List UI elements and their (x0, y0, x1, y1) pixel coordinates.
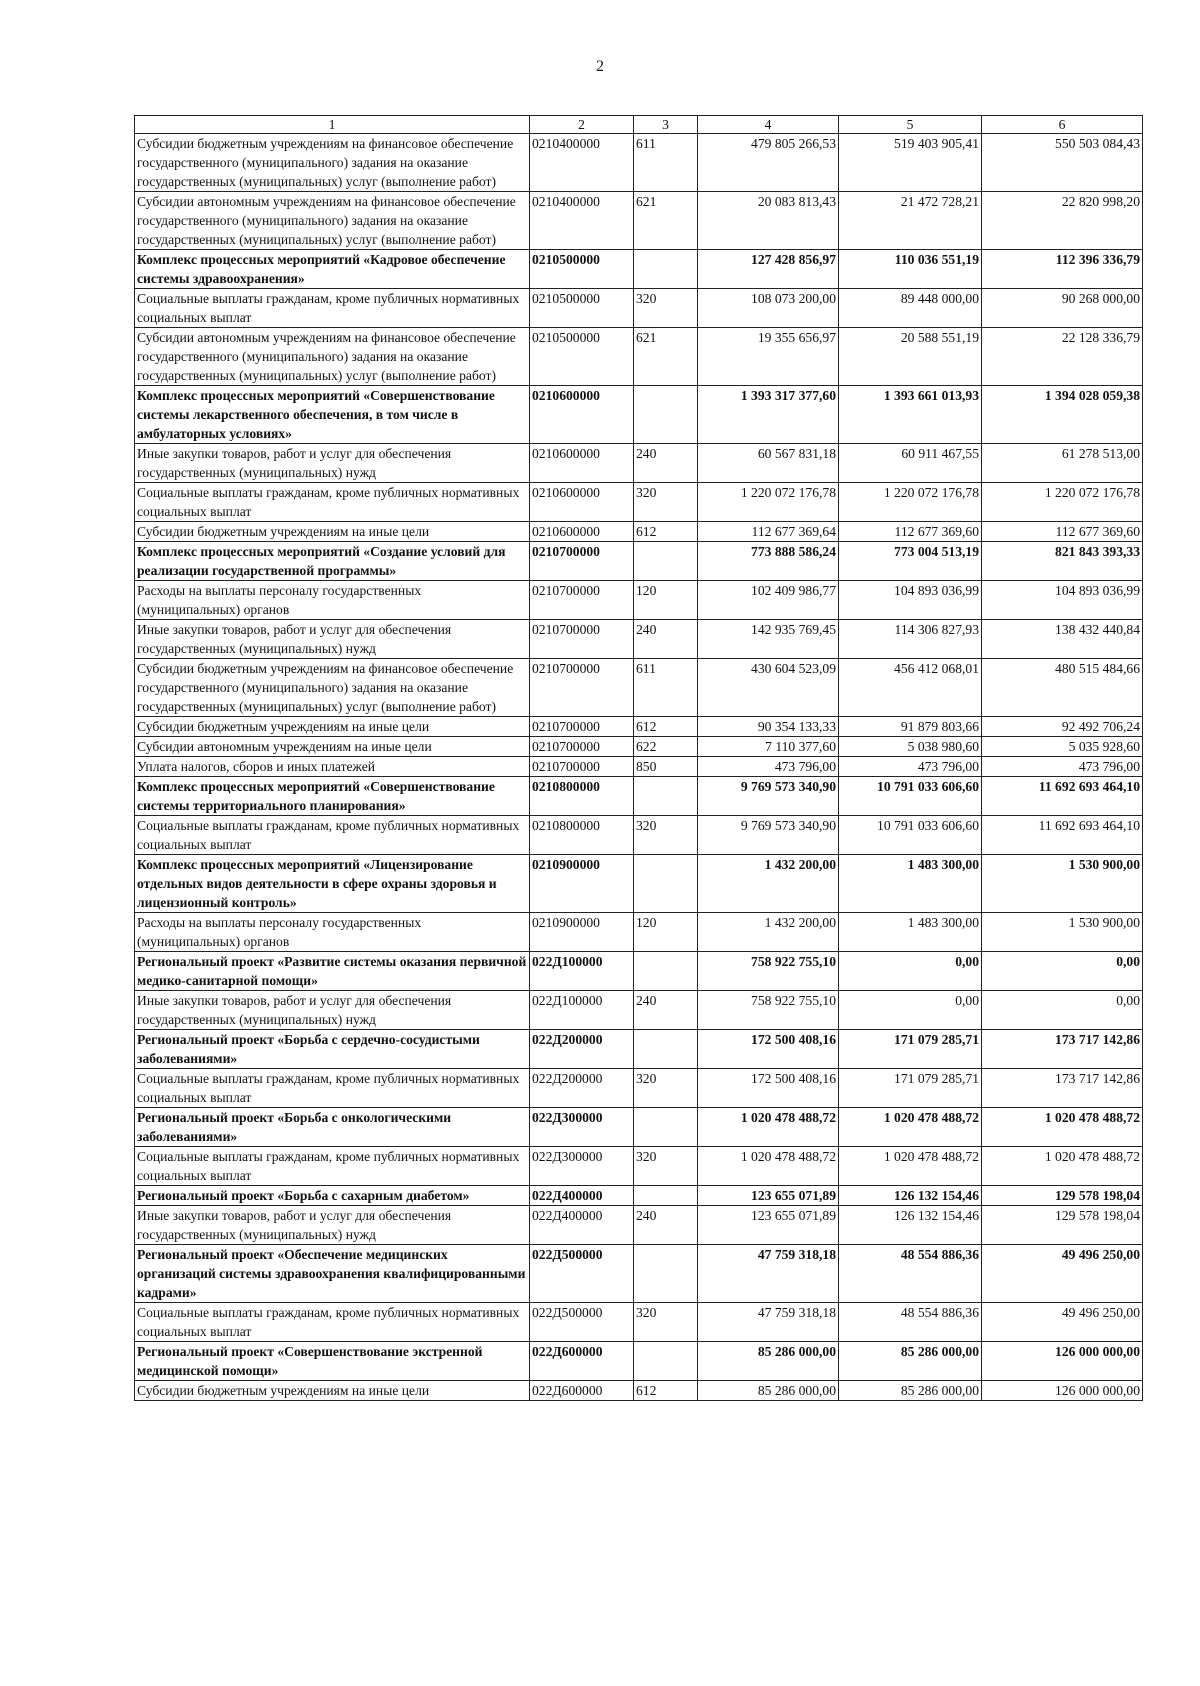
amount-year2-cell: 85 286 000,00 (839, 1342, 982, 1381)
amount-year2-cell: 1 483 300,00 (839, 855, 982, 913)
amount-year2-cell: 112 677 369,60 (839, 522, 982, 542)
amount-year3-cell: 22 820 998,20 (982, 192, 1143, 250)
amount-year2-cell: 1 483 300,00 (839, 913, 982, 952)
expense-type-cell (634, 1245, 698, 1303)
table-row (135, 192, 1143, 250)
amount-year3-cell: 90 268 000,00 (982, 289, 1143, 328)
expense-type-cell (634, 855, 698, 913)
amount-year3-cell: 473 796,00 (982, 757, 1143, 777)
amount-year3-cell: 112 396 336,79 (982, 250, 1143, 289)
amount-year1-cell: 1 393 317 377,60 (698, 386, 839, 444)
amount-year3-cell: 1 530 900,00 (982, 855, 1143, 913)
target-code-cell: 022Д100000 (530, 991, 634, 1030)
table-row (135, 620, 1143, 659)
amount-year3-cell: 129 578 198,04 (982, 1206, 1143, 1245)
expense-name-cell: Социальные выплаты гражданам, кроме публичных нормативных социальных выплат (135, 1069, 530, 1108)
amount-year2-cell: 48 554 886,36 (839, 1245, 982, 1303)
table-row (135, 1147, 1143, 1186)
expense-name-cell: Иные закупки товаров, работ и услуг для обеспечения государственных (муниципальных) нужд (135, 1206, 530, 1245)
amount-year3-cell: 112 677 369,60 (982, 522, 1143, 542)
table-row (135, 855, 1143, 913)
amount-year1-cell: 758 922 755,10 (698, 991, 839, 1030)
expense-name-cell: Региональный проект «Борьба с онкологическими заболеваниями» (135, 1108, 530, 1147)
amount-year1-cell: 112 677 369,64 (698, 522, 839, 542)
expense-name-cell: Региональный проект «Обеспечение медицинских организаций системы здравоохранения квалифицированными кадрами» (135, 1245, 530, 1303)
amount-year1-cell: 172 500 408,16 (698, 1030, 839, 1069)
amount-year1-cell: 90 354 133,33 (698, 717, 839, 737)
expense-type-cell: 612 (634, 717, 698, 737)
amount-year2-cell: 104 893 036,99 (839, 581, 982, 620)
target-code-cell: 0210400000 (530, 192, 634, 250)
budget-table (134, 115, 1143, 1401)
table-row (135, 289, 1143, 328)
target-code-cell: 0210800000 (530, 777, 634, 816)
expense-name-cell: Субсидии автономным учреждениям на иные цели (135, 737, 530, 757)
amount-year2-cell: 60 911 467,55 (839, 444, 982, 483)
page-number: 2 (596, 58, 604, 75)
expense-type-cell: 320 (634, 1147, 698, 1186)
expense-type-cell (634, 250, 698, 289)
expense-type-cell (634, 542, 698, 581)
expense-type-cell (634, 386, 698, 444)
amount-year2-cell: 0,00 (839, 991, 982, 1030)
target-code-cell: 022Д200000 (530, 1069, 634, 1108)
amount-year3-cell: 126 000 000,00 (982, 1381, 1143, 1401)
table-row (135, 1303, 1143, 1342)
expense-name-cell: Субсидии автономным учреждениям на финансовое обеспечение государственного (муниципального) задания на оказание государственных (муниципальных) услуг (выполнение работ) (135, 328, 530, 386)
amount-year3-cell: 550 503 084,43 (982, 134, 1143, 192)
expense-name-cell: Субсидии автономным учреждениям на финансовое обеспечение государственного (муниципального) задания на оказание государственных (муниципальных) услуг (выполнение работ) (135, 192, 530, 250)
amount-year3-cell: 129 578 198,04 (982, 1186, 1143, 1206)
table-row (135, 659, 1143, 717)
amount-year2-cell: 773 004 513,19 (839, 542, 982, 581)
amount-year1-cell: 47 759 318,18 (698, 1303, 839, 1342)
amount-year1-cell: 479 805 266,53 (698, 134, 839, 192)
expense-type-cell (634, 1030, 698, 1069)
table-row (135, 483, 1143, 522)
table-row (135, 816, 1143, 855)
target-code-cell: 0210700000 (530, 659, 634, 717)
table-header (135, 116, 1143, 134)
amount-year3-cell: 1 020 478 488,72 (982, 1147, 1143, 1186)
expense-type-cell: 240 (634, 620, 698, 659)
column-header: 2 (530, 116, 634, 134)
amount-year3-cell: 480 515 484,66 (982, 659, 1143, 717)
expense-name-cell: Социальные выплаты гражданам, кроме публичных нормативных социальных выплат (135, 1303, 530, 1342)
table-row (135, 952, 1143, 991)
amount-year2-cell: 21 472 728,21 (839, 192, 982, 250)
amount-year2-cell: 114 306 827,93 (839, 620, 982, 659)
expense-name-cell: Иные закупки товаров, работ и услуг для обеспечения государственных (муниципальных) нужд (135, 620, 530, 659)
expense-name-cell: Комплекс процессных мероприятий «Лицензирование отдельных видов деятельности в сфере охраны здоровья и лицензионный контроль» (135, 855, 530, 913)
expense-name-cell: Региональный проект «Развитие системы оказания первичной медико-санитарной помощи» (135, 952, 530, 991)
amount-year3-cell: 61 278 513,00 (982, 444, 1143, 483)
amount-year2-cell: 126 132 154,46 (839, 1186, 982, 1206)
amount-year3-cell: 0,00 (982, 952, 1143, 991)
expense-type-cell: 611 (634, 659, 698, 717)
amount-year2-cell: 473 796,00 (839, 757, 982, 777)
amount-year3-cell: 11 692 693 464,10 (982, 777, 1143, 816)
amount-year1-cell: 473 796,00 (698, 757, 839, 777)
amount-year1-cell: 108 073 200,00 (698, 289, 839, 328)
expense-type-cell (634, 952, 698, 991)
target-code-cell: 0210700000 (530, 542, 634, 581)
amount-year1-cell: 127 428 856,97 (698, 250, 839, 289)
target-code-cell: 0210400000 (530, 134, 634, 192)
amount-year2-cell: 10 791 033 606,60 (839, 777, 982, 816)
amount-year2-cell: 20 588 551,19 (839, 328, 982, 386)
table-row (135, 522, 1143, 542)
amount-year2-cell: 85 286 000,00 (839, 1381, 982, 1401)
amount-year3-cell: 138 432 440,84 (982, 620, 1143, 659)
target-code-cell: 022Д500000 (530, 1303, 634, 1342)
amount-year2-cell: 171 079 285,71 (839, 1069, 982, 1108)
expense-type-cell: 240 (634, 444, 698, 483)
amount-year3-cell: 126 000 000,00 (982, 1342, 1143, 1381)
table-row (135, 581, 1143, 620)
amount-year3-cell: 1 020 478 488,72 (982, 1108, 1143, 1147)
amount-year3-cell: 1 394 028 059,38 (982, 386, 1143, 444)
amount-year3-cell: 1 530 900,00 (982, 913, 1143, 952)
amount-year1-cell: 85 286 000,00 (698, 1342, 839, 1381)
amount-year3-cell: 49 496 250,00 (982, 1245, 1143, 1303)
table-row (135, 777, 1143, 816)
target-code-cell: 022Д200000 (530, 1030, 634, 1069)
expense-name-cell: Региональный проект «Борьба с сахарным диабетом» (135, 1186, 530, 1206)
column-header: 6 (982, 116, 1143, 134)
expense-type-cell: 850 (634, 757, 698, 777)
amount-year2-cell: 519 403 905,41 (839, 134, 982, 192)
target-code-cell: 022Д300000 (530, 1108, 634, 1147)
target-code-cell: 0210500000 (530, 289, 634, 328)
amount-year1-cell: 9 769 573 340,90 (698, 777, 839, 816)
table-row (135, 328, 1143, 386)
table-row (135, 737, 1143, 757)
expense-name-cell: Иные закупки товаров, работ и услуг для обеспечения государственных (муниципальных) нужд (135, 444, 530, 483)
expense-type-cell: 320 (634, 1069, 698, 1108)
amount-year3-cell: 821 843 393,33 (982, 542, 1143, 581)
amount-year1-cell: 758 922 755,10 (698, 952, 839, 991)
table-row (135, 1342, 1143, 1381)
amount-year2-cell: 0,00 (839, 952, 982, 991)
expense-name-cell: Комплекс процессных мероприятий «Совершенствование системы лекарственного обеспечения, в том числе в амбулаторных условиях» (135, 386, 530, 444)
expense-type-cell (634, 1186, 698, 1206)
expense-type-cell: 320 (634, 1303, 698, 1342)
amount-year3-cell: 173 717 142,86 (982, 1069, 1143, 1108)
target-code-cell: 022Д500000 (530, 1245, 634, 1303)
target-code-cell: 0210900000 (530, 913, 634, 952)
target-code-cell: 0210500000 (530, 250, 634, 289)
target-code-cell: 0210600000 (530, 483, 634, 522)
amount-year3-cell: 11 692 693 464,10 (982, 816, 1143, 855)
expense-name-cell: Комплекс процессных мероприятий «Кадровое обеспечение системы здравоохранения» (135, 250, 530, 289)
amount-year1-cell: 19 355 656,97 (698, 328, 839, 386)
amount-year1-cell: 102 409 986,77 (698, 581, 839, 620)
amount-year1-cell: 142 935 769,45 (698, 620, 839, 659)
amount-year3-cell: 173 717 142,86 (982, 1030, 1143, 1069)
table-row (135, 1381, 1143, 1401)
table-row (135, 1069, 1143, 1108)
table-row (135, 444, 1143, 483)
expense-type-cell: 320 (634, 816, 698, 855)
target-code-cell: 0210600000 (530, 386, 634, 444)
target-code-cell: 0210600000 (530, 444, 634, 483)
expense-name-cell: Комплекс процессных мероприятий «Создание условий для реализации государственной программы» (135, 542, 530, 581)
amount-year1-cell: 773 888 586,24 (698, 542, 839, 581)
amount-year3-cell: 49 496 250,00 (982, 1303, 1143, 1342)
amount-year2-cell: 1 220 072 176,78 (839, 483, 982, 522)
target-code-cell: 0210900000 (530, 855, 634, 913)
target-code-cell: 022Д100000 (530, 952, 634, 991)
table-row (135, 1245, 1143, 1303)
expense-name-cell: Субсидии бюджетным учреждениям на финансовое обеспечение государственного (муниципального) задания на оказание государственных (муниципальных) услуг (выполнение работ) (135, 659, 530, 717)
expense-name-cell: Региональный проект «Борьба с сердечно-сосудистыми заболеваниями» (135, 1030, 530, 1069)
amount-year1-cell: 9 769 573 340,90 (698, 816, 839, 855)
expense-name-cell: Социальные выплаты гражданам, кроме публичных нормативных социальных выплат (135, 289, 530, 328)
table-row (135, 542, 1143, 581)
target-code-cell: 022Д400000 (530, 1206, 634, 1245)
target-code-cell: 022Д600000 (530, 1381, 634, 1401)
amount-year1-cell: 7 110 377,60 (698, 737, 839, 757)
column-header: 1 (135, 116, 530, 134)
expense-name-cell: Субсидии бюджетным учреждениям на иные цели (135, 522, 530, 542)
amount-year3-cell: 1 220 072 176,78 (982, 483, 1143, 522)
column-header: 3 (634, 116, 698, 134)
expense-type-cell: 120 (634, 581, 698, 620)
target-code-cell: 022Д600000 (530, 1342, 634, 1381)
amount-year3-cell: 0,00 (982, 991, 1143, 1030)
amount-year1-cell: 1 432 200,00 (698, 855, 839, 913)
amount-year3-cell: 92 492 706,24 (982, 717, 1143, 737)
target-code-cell: 0210700000 (530, 717, 634, 737)
expense-name-cell: Региональный проект «Совершенствование экстренной медицинской помощи» (135, 1342, 530, 1381)
amount-year2-cell: 1 020 478 488,72 (839, 1108, 982, 1147)
expense-type-cell: 240 (634, 1206, 698, 1245)
amount-year2-cell: 89 448 000,00 (839, 289, 982, 328)
table-row (135, 1206, 1143, 1245)
expense-name-cell: Субсидии бюджетным учреждениям на иные цели (135, 1381, 530, 1401)
expense-type-cell: 622 (634, 737, 698, 757)
expense-type-cell (634, 1108, 698, 1147)
expense-type-cell: 120 (634, 913, 698, 952)
amount-year1-cell: 47 759 318,18 (698, 1245, 839, 1303)
table-row (135, 134, 1143, 192)
target-code-cell: 0210500000 (530, 328, 634, 386)
expense-type-cell: 240 (634, 991, 698, 1030)
amount-year2-cell: 126 132 154,46 (839, 1206, 982, 1245)
expense-type-cell: 611 (634, 134, 698, 192)
target-code-cell: 0210600000 (530, 522, 634, 542)
expense-name-cell: Социальные выплаты гражданам, кроме публичных нормативных социальных выплат (135, 1147, 530, 1186)
column-header: 4 (698, 116, 839, 134)
expense-type-cell: 621 (634, 328, 698, 386)
amount-year3-cell: 104 893 036,99 (982, 581, 1143, 620)
target-code-cell: 0210800000 (530, 816, 634, 855)
expense-type-cell: 612 (634, 1381, 698, 1401)
expense-name-cell: Субсидии бюджетным учреждениям на финансовое обеспечение государственного (муниципального) задания на оказание государственных (муниципальных) услуг (выполнение работ) (135, 134, 530, 192)
amount-year2-cell: 1 020 478 488,72 (839, 1147, 982, 1186)
table-row (135, 250, 1143, 289)
expense-name-cell: Иные закупки товаров, работ и услуг для обеспечения государственных (муниципальных) нужд (135, 991, 530, 1030)
amount-year1-cell: 123 655 071,89 (698, 1186, 839, 1206)
expense-type-cell (634, 777, 698, 816)
target-code-cell: 0210700000 (530, 757, 634, 777)
table-row (135, 1030, 1143, 1069)
expense-type-cell: 612 (634, 522, 698, 542)
table-body (135, 134, 1143, 1401)
target-code-cell: 0210700000 (530, 737, 634, 757)
table-row (135, 717, 1143, 737)
amount-year2-cell: 48 554 886,36 (839, 1303, 982, 1342)
amount-year1-cell: 123 655 071,89 (698, 1206, 839, 1245)
target-code-cell: 0210700000 (530, 581, 634, 620)
expense-type-cell: 320 (634, 483, 698, 522)
amount-year3-cell: 5 035 928,60 (982, 737, 1143, 757)
table-row (135, 1108, 1143, 1147)
expense-type-cell (634, 1342, 698, 1381)
table-row (135, 1186, 1143, 1206)
expense-type-cell: 320 (634, 289, 698, 328)
amount-year1-cell: 85 286 000,00 (698, 1381, 839, 1401)
table-row (135, 386, 1143, 444)
expense-type-cell: 621 (634, 192, 698, 250)
expense-name-cell: Социальные выплаты гражданам, кроме публичных нормативных социальных выплат (135, 483, 530, 522)
amount-year1-cell: 1 432 200,00 (698, 913, 839, 952)
column-number-row (135, 116, 1143, 134)
amount-year2-cell: 1 393 661 013,93 (839, 386, 982, 444)
expense-name-cell: Социальные выплаты гражданам, кроме публичных нормативных социальных выплат (135, 816, 530, 855)
amount-year2-cell: 91 879 803,66 (839, 717, 982, 737)
amount-year1-cell: 20 083 813,43 (698, 192, 839, 250)
expense-name-cell: Уплата налогов, сборов и иных платежей (135, 757, 530, 777)
amount-year2-cell: 456 412 068,01 (839, 659, 982, 717)
amount-year1-cell: 430 604 523,09 (698, 659, 839, 717)
expense-name-cell: Субсидии бюджетным учреждениям на иные цели (135, 717, 530, 737)
expense-name-cell: Комплекс процессных мероприятий «Совершенствование системы территориального планирования» (135, 777, 530, 816)
expense-name-cell: Расходы на выплаты персоналу государственных (муниципальных) органов (135, 581, 530, 620)
amount-year1-cell: 1 020 478 488,72 (698, 1147, 839, 1186)
amount-year1-cell: 1 020 478 488,72 (698, 1108, 839, 1147)
amount-year1-cell: 172 500 408,16 (698, 1069, 839, 1108)
expense-name-cell: Расходы на выплаты персоналу государственных (муниципальных) органов (135, 913, 530, 952)
column-header: 5 (839, 116, 982, 134)
amount-year2-cell: 10 791 033 606,60 (839, 816, 982, 855)
amount-year1-cell: 60 567 831,18 (698, 444, 839, 483)
table-row (135, 913, 1143, 952)
amount-year2-cell: 110 036 551,19 (839, 250, 982, 289)
amount-year3-cell: 22 128 336,79 (982, 328, 1143, 386)
target-code-cell: 022Д300000 (530, 1147, 634, 1186)
target-code-cell: 022Д400000 (530, 1186, 634, 1206)
amount-year2-cell: 5 038 980,60 (839, 737, 982, 757)
table-row (135, 757, 1143, 777)
target-code-cell: 0210700000 (530, 620, 634, 659)
amount-year2-cell: 171 079 285,71 (839, 1030, 982, 1069)
amount-year1-cell: 1 220 072 176,78 (698, 483, 839, 522)
table-row (135, 991, 1143, 1030)
